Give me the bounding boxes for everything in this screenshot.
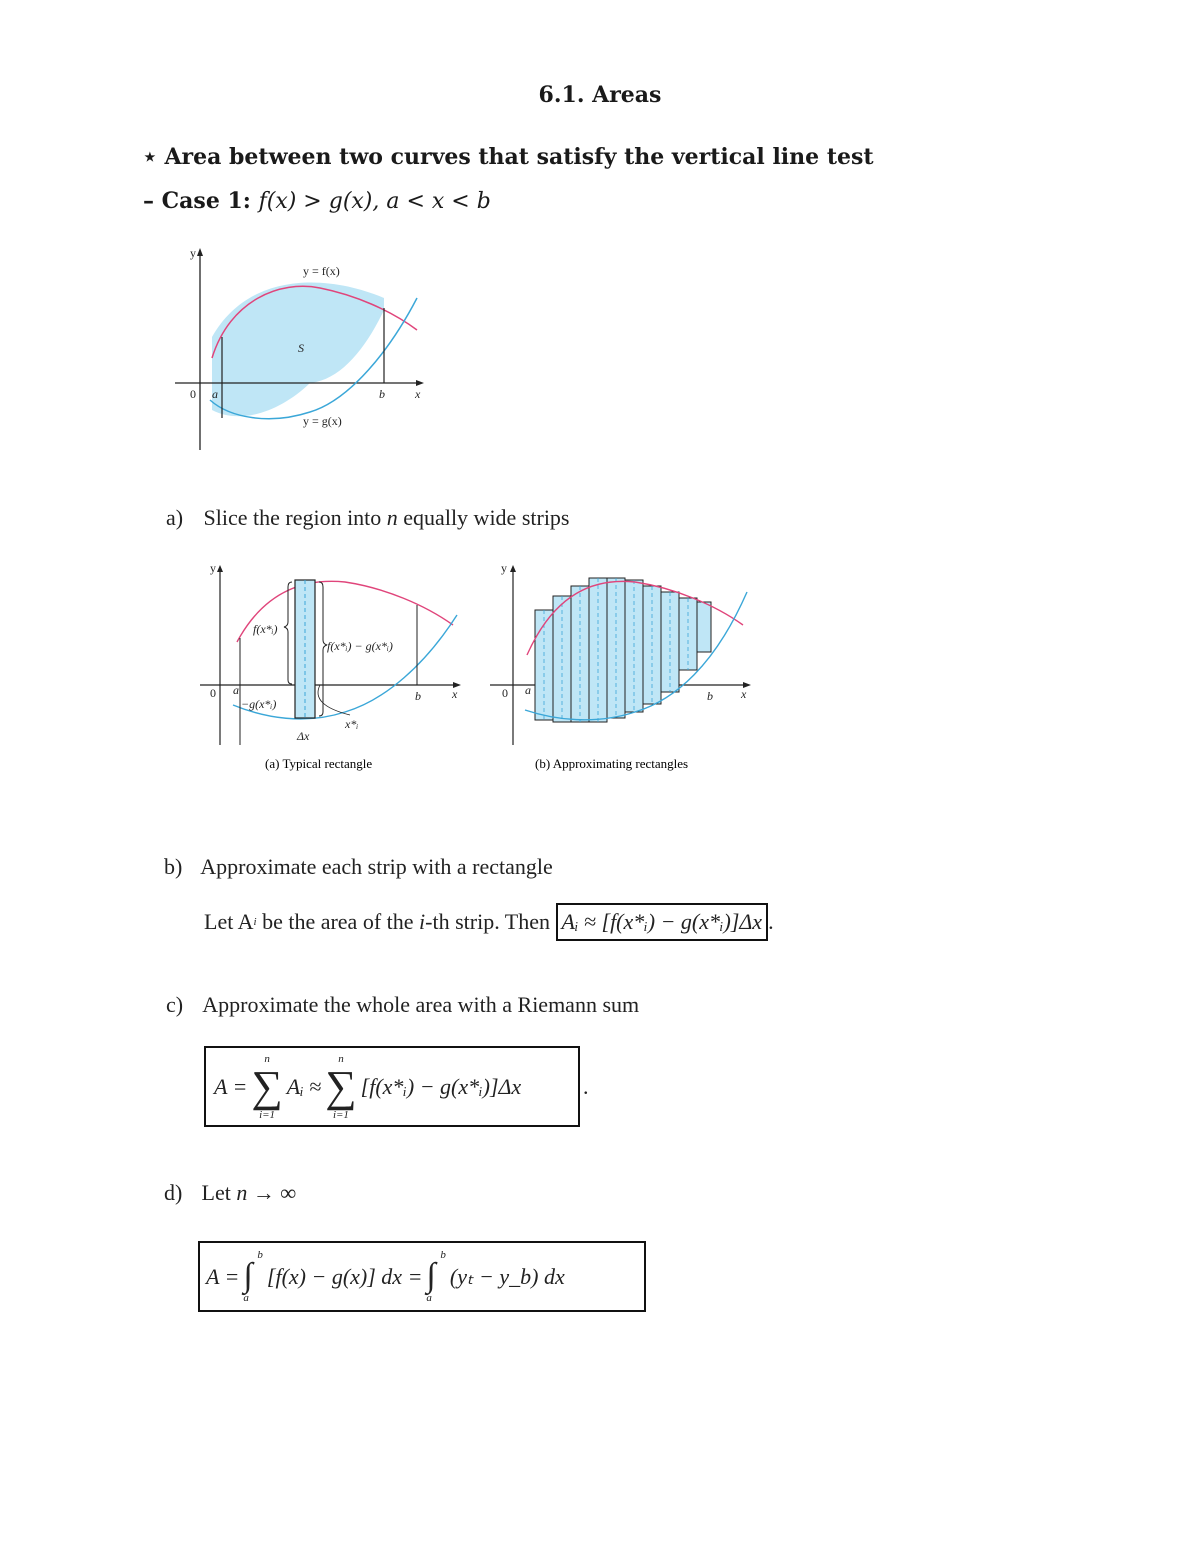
y-axis-arrow — [197, 248, 203, 256]
a-label: a — [212, 387, 218, 401]
integral-A-eq: A = — [206, 1263, 240, 1289]
let-i: i — [419, 909, 426, 934]
b-label: b — [415, 689, 421, 703]
origin-label: 0 — [502, 686, 508, 700]
integral-sign-2: ∫ — [426, 1257, 436, 1295]
step-d-label: d) — [164, 1180, 183, 1205]
sum-1 — [251, 1053, 282, 1121]
x-axis-arrow — [416, 380, 424, 386]
step-b-label: b) — [164, 854, 183, 879]
step-a-text2: equally wide strips — [403, 505, 570, 530]
figure-typical-rectangle — [195, 560, 470, 782]
step-c-label: c) — [166, 992, 184, 1017]
riemann-Ai: Aᵢ ≈ — [286, 1073, 322, 1099]
y-axis-arrow — [217, 565, 223, 572]
step-a-n: n — [386, 505, 398, 530]
diff-label: f(x*ᵢ) − g(x*ᵢ) — [327, 639, 393, 653]
page-title: 6.1. Areas — [538, 82, 662, 108]
typical-rectangle — [295, 580, 315, 718]
step-a-text: Slice the region into — [203, 505, 382, 530]
g-curve-label: y = g(x) — [303, 414, 342, 428]
step-d — [164, 1180, 296, 1206]
y-label: y — [501, 561, 507, 575]
approx-rectangles — [535, 578, 711, 722]
case-label: Case 1: — [161, 188, 251, 214]
sum-2-bottom: i=1 — [332, 1108, 349, 1121]
xi-star-label: x*ᵢ — [345, 717, 359, 731]
integral-2 — [426, 1249, 446, 1304]
int-2-bottom: a — [426, 1291, 432, 1304]
riemann-bracket: [f(x*ᵢ) − g(x*ᵢ)]Δx — [360, 1073, 522, 1099]
step-a — [166, 505, 570, 531]
step-d-text: Let — [201, 1180, 231, 1205]
figure-approximating-rectangles — [485, 560, 755, 782]
let-text2: be the area of the — [262, 909, 414, 934]
strip-area-formula-box: Aᵢ ≈ [f(x*ᵢ) − g(x*ᵢ)]Δx — [556, 903, 769, 941]
int-1-top: b — [257, 1249, 263, 1262]
case-dash: – — [143, 188, 154, 214]
integral-box — [198, 1241, 646, 1312]
step-b-text: Approximate each strip with a rectangle — [200, 854, 553, 879]
step-b-let-line: Let A i be the area of the i -th strip. Then Aᵢ ≈ [f(x*ᵢ) − g(x*ᵢ)]Δx . — [204, 903, 774, 941]
brace-f — [284, 582, 292, 684]
dx-label: Δx — [297, 729, 310, 743]
step-c — [166, 992, 639, 1018]
riemann-A-eq: A = — [214, 1073, 248, 1099]
sum-1-top: n — [264, 1052, 270, 1065]
integrand-1: [f(x) − g(x)] dx = — [266, 1263, 423, 1289]
f-star-label: f(x*ᵢ) — [253, 622, 278, 636]
x-label: x — [415, 387, 421, 401]
let-text3: -th strip. Then — [425, 909, 551, 934]
b-label: b — [707, 689, 713, 703]
f-curve-label: y = f(x) — [303, 264, 340, 278]
riemann-period: . — [583, 1074, 589, 1099]
step-b — [164, 854, 553, 880]
integral-sign-1: ∫ — [243, 1257, 253, 1295]
y-axis-arrow — [510, 565, 516, 572]
int-1-bottom: a — [243, 1291, 249, 1304]
integral-1 — [243, 1249, 263, 1304]
y-label: y — [190, 246, 196, 260]
sum-1-bottom: i=1 — [259, 1108, 276, 1121]
case-line — [143, 188, 491, 214]
step-d-limit: n → ∞ — [236, 1180, 297, 1205]
let-text: Let A — [204, 909, 254, 934]
riemann-sum-box — [204, 1046, 580, 1127]
origin-label: 0 — [190, 387, 196, 401]
integrand-2: (yₜ − y_b) dx — [449, 1263, 565, 1289]
sigma-2: ∑ — [325, 1061, 357, 1111]
caption-b: (b) Approximating rectangles — [535, 756, 689, 771]
formula-period: . — [768, 909, 774, 934]
sigma-1: ∑ — [251, 1061, 283, 1111]
g-star-label: −g(x*ᵢ) — [241, 697, 277, 711]
step-c-text: Approximate the whole area with a Riemann sum — [202, 992, 640, 1017]
strip-10 — [697, 602, 711, 652]
region-label: S — [298, 341, 304, 355]
a-label: a — [525, 683, 531, 697]
sum-2 — [325, 1053, 356, 1121]
case-condition: f(x) > g(x), a < x < b — [258, 189, 491, 214]
step-a-label: a) — [166, 505, 184, 530]
x-label: x — [741, 687, 747, 701]
x-label: x — [452, 687, 458, 701]
section-heading — [143, 144, 874, 170]
b-label: b — [379, 387, 385, 401]
sum-2-top: n — [338, 1052, 344, 1065]
a-label: a — [233, 683, 239, 697]
y-label: y — [210, 561, 216, 575]
figure-area-between-curves — [170, 240, 440, 455]
origin-label: 0 — [210, 686, 216, 700]
int-2-top: b — [440, 1249, 446, 1262]
caption-a: (a) Typical rectangle — [265, 756, 373, 771]
brace-diff — [319, 582, 327, 716]
heading-text: Area between two curves that satisfy the vertical line test — [164, 144, 874, 170]
star-bullet: ⋆ — [143, 144, 157, 170]
